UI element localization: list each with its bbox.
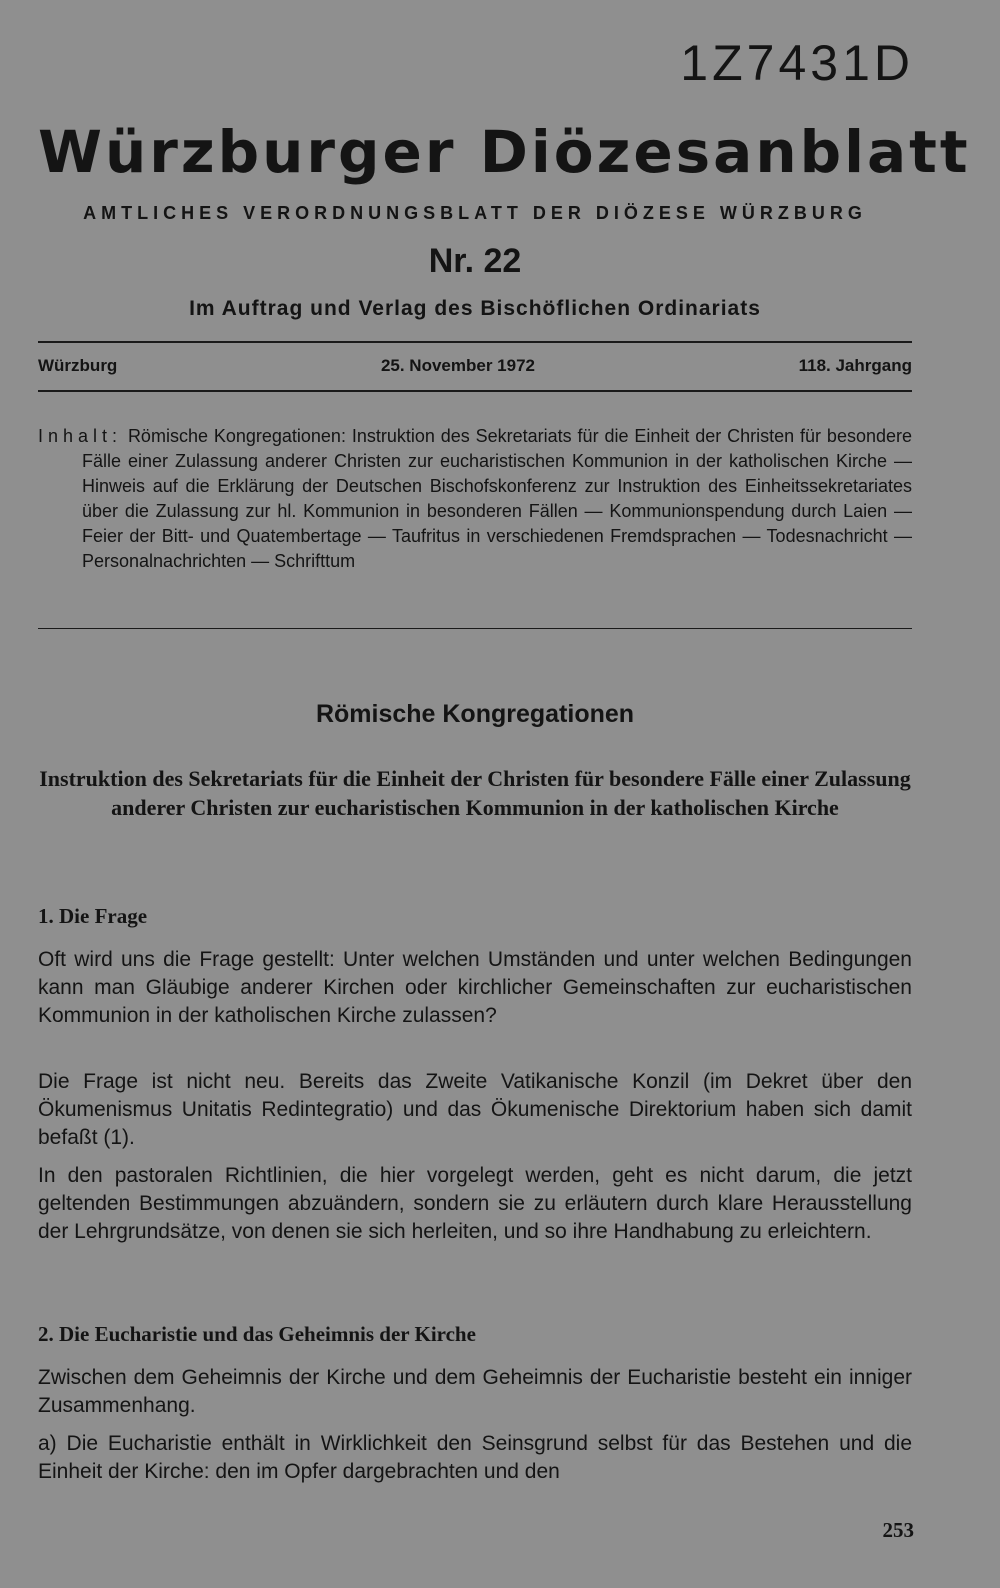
section-2-paragraph: a) Die Eucharistie enthält in Wirklichkeit den Seinsgrund selbst für das Bestehen und die Einheit der Kirche: den im Opfer dargebrachten und den xyxy=(38,1432,912,1483)
section-2-paragraph: Zwischen dem Geheimnis der Kirche und dem Geheimnis der Eucharistie besteht ein inniger Zusammenhang. xyxy=(38,1366,912,1417)
section-title: Römische Kongregationen xyxy=(315,700,635,728)
section-1-paragraph: Die Frage ist nicht neu. Bereits das Zweite Vatikanische Konzil (im Dekret über den Ökumenismus Unitatis Redintegratio) und das Ökumenische Direktorium haben sich damit befaßt (1). xyxy=(38,1070,912,1149)
contents-text: Römische Kongregationen: Instruktion des Sekretariats für die Einheit der Christen für besondere Fälle einer Zulassung anderer Christen zur eucharistischen Kommunion in der katholischen Kirche — Hinweis auf die Erklärung der Deutschen Bischofskonferenz zur Instruktion des Einheitssekretariates über die Zulassung zur hl. Kommunion in besonderen Fällen — Kommunionspendung durch Laien — Feier der Bitt- und Quatembertage — Taufritus in verschiedenen Fremdsprachen — Todesnachricht — Personalnachrichten — Schrifttum xyxy=(82,426,912,571)
table-of-contents xyxy=(38,424,912,574)
document-title: Instruktion des Sekretariats für die Einheit der Christen für besondere Fälle einer Zulassung anderer Christen zur eucharistischen Kommunion in der katholischen Kirche xyxy=(39,766,911,820)
section-2-heading: 2. Die Eucharistie und das Geheimnis der Kirche xyxy=(38,1322,476,1346)
publisher-line: Im Auftrag und Verlag des Bischöflichen Ordinariats xyxy=(189,297,761,320)
dateline-place: Würzburg xyxy=(38,356,118,375)
section-1-paragraph: Oft wird uns die Frage gestellt: Unter welchen Umständen und unter welchen Bedingungen kann man Gläubige anderer Kirchen oder kirchlicher Gemeinschaften zur eucharistischen Kommunion in der katholischen Kirche zulassen? xyxy=(38,948,912,1027)
section-1-paragraph: In den pastoralen Richtlinien, die hier vorgelegt werden, geht es nicht darum, die jetzt geltenden Bestimmungen abzuändern, sondern sie zu erläutern durch klare Herausstellung der Lehrgrundsätze, von denen sie sich herleiten, und so ihre Handhabung zu erleichtern. xyxy=(38,1164,912,1243)
masthead-title: Würzburger Diözesanblatt xyxy=(38,118,971,186)
header-rule-bottom xyxy=(38,390,912,392)
dateline-volume: 118. Jahrgang xyxy=(798,356,912,375)
issue-number: Nr. 22 xyxy=(428,242,522,280)
masthead-subtitle: AMTLICHES VERORDNUNGSBLATT DER DIÖZESE WÜRZBURG xyxy=(83,203,867,223)
contents-label: Inhalt: xyxy=(38,426,123,446)
page-number: 253 xyxy=(882,1518,914,1542)
catalog-code: 1Z7431D xyxy=(680,35,914,91)
contents-rule xyxy=(38,628,912,629)
header-rule-top xyxy=(38,341,912,343)
dateline xyxy=(38,356,912,376)
dateline-date: 25. November 1972 xyxy=(380,356,535,375)
section-1-heading: 1. Die Frage xyxy=(38,904,148,928)
